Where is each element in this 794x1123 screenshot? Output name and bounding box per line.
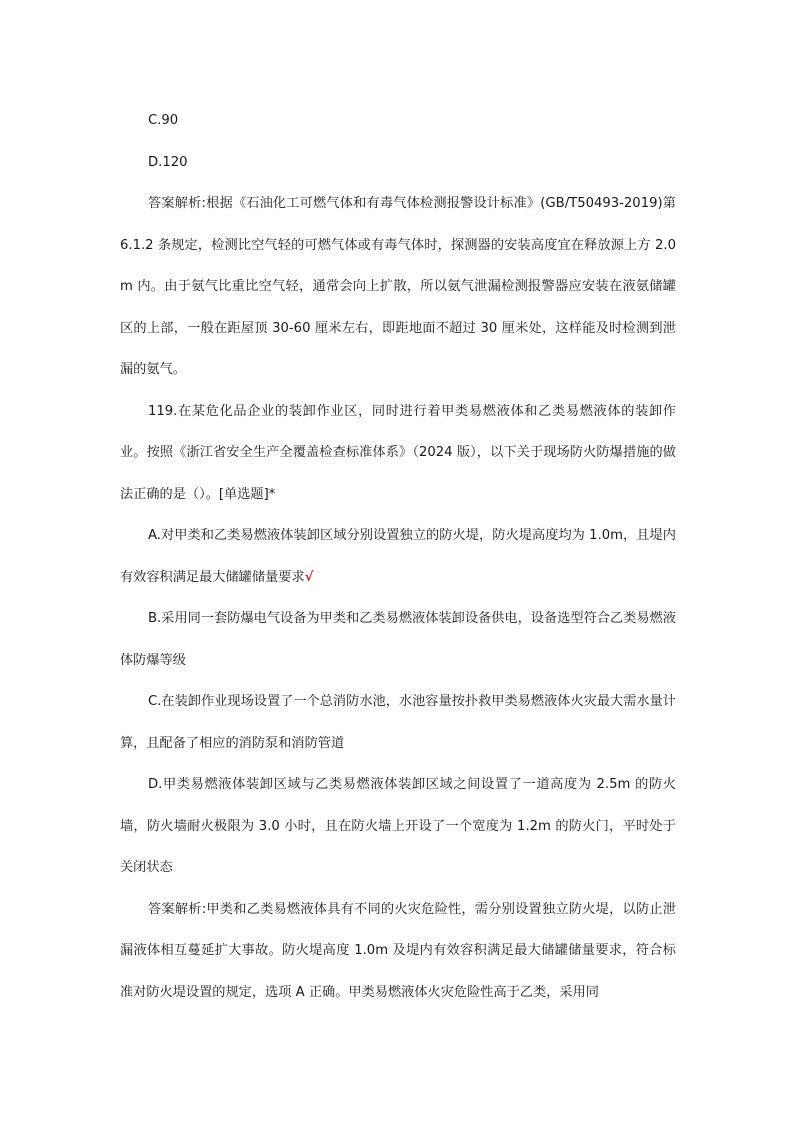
option-c: C.在装卸作业现场设置了一个总消防水池，水池容量按扑救甲类易燃液体火灾最大需水量计算，且配备了相应的消防泵和消防管道 <box>120 694 676 751</box>
question-stem: 119.在某危化品企业的装卸作业区，同时进行着甲类易燃液体和乙类易燃液体的装卸作业。按照《浙江省安全生产全覆盖检查标准体系》（2024 版），以下关于现场防火防爆措施的做法正确的是（）。[单选题]* <box>120 403 676 502</box>
correct-check-mark: √ <box>304 569 314 585</box>
option-d: D.甲类易燃液体装卸区域与乙类易燃液体装卸区域之间设置了一道高度为 2.5m 的防火墙，防火墙耐火极限为 3.0 小时，且在防火墙上开设了一个宽度为 1.2m 的防火门，平时处于关闭状态 <box>120 777 676 875</box>
prev-answer-analysis: 答案解析:根据《石油化工可燃气体和有毒气体检测报警设计标准》(GB/T50493-2019)第 6.1.2 条规定，检测比空气轻的可燃气体或有毒气体时，探测器的安装高度宜在释放源上方 2.0m 内。由于氨气比重比空气轻，通常会向上扩散，所以氨气泄漏检测报警器应安装在液氨储罐区的上部，一般在距屋顶 30-60 厘米左右，即距地面不超过 30 厘米处，这样能及时检测到泄漏的氨气。 <box>120 196 676 377</box>
option-a <box>120 515 676 598</box>
option-a-text: A.对甲类和乙类易燃液体装卸区域分别设置独立的防火堤，防火堤高度均为 1.0m，且堤内有效容积满足最大储罐储量要求 <box>120 528 676 585</box>
answer-analysis: 答案解析:甲类和乙类易燃液体具有不同的火灾危险性，需分别设置独立防火堤，以防止泄漏液体相互蔓延扩大事故。防火堤高度 1.0m 及堤内有效容积满足最大储罐储量要求，符合标准对防火堤设置的规定，选项 A 正确。甲类易燃液体火灾危险性高于乙类，采用同 <box>120 901 676 1000</box>
prev-option-c: C.90 <box>148 113 179 128</box>
prev-option-d: D.120 <box>148 154 188 170</box>
document-page <box>120 100 676 1013</box>
option-b: B.采用同一套防爆电气设备为甲类和乙类易燃液体装卸设备供电，设备选型符合乙类易燃液体防爆等级 <box>120 611 676 668</box>
